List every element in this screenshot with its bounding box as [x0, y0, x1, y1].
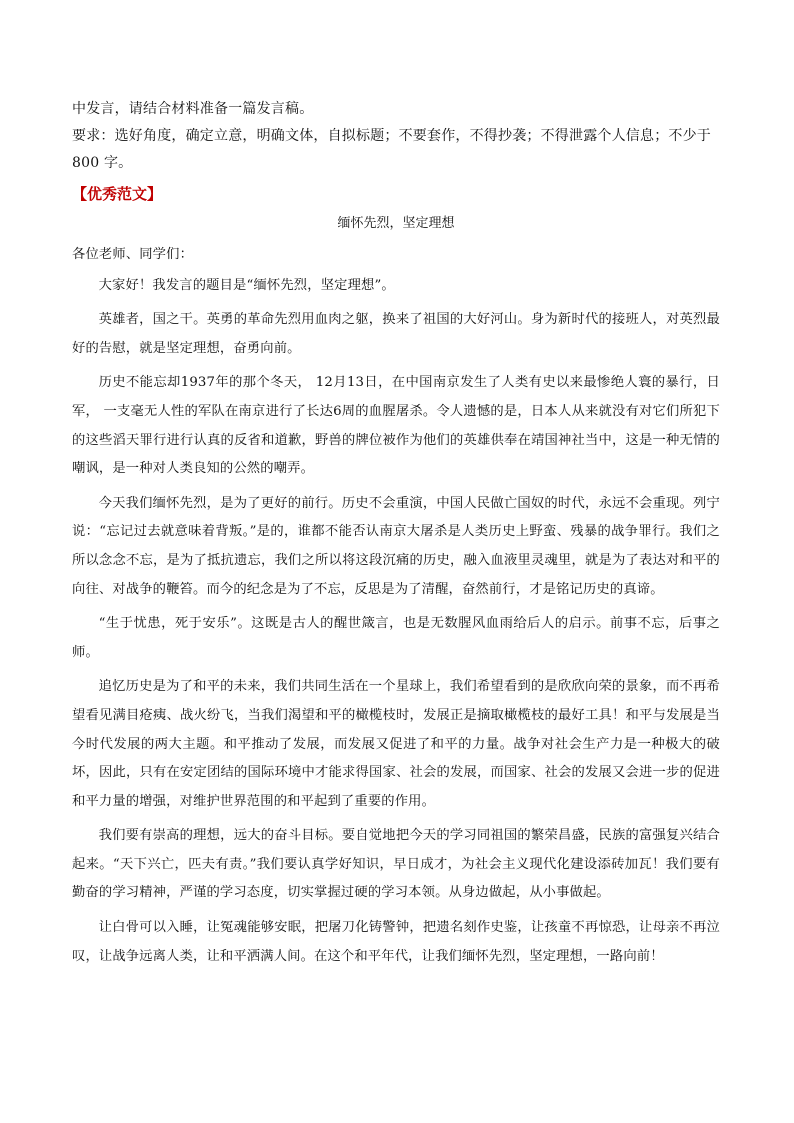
essay-paragraph: 追忆历史是为了和平的未来，我们共同生活在一个星球上，我们希望看到的是欣欣向荣的景象，而不再希望看见满目疮痍、战火纷飞，当我们渴望和平的橄榄枝时，发展正是摘取橄榄枝的最好工具！和平与发展是当今时代发展的两大主题。和平推动了发展，而发展又促进了和平的力量。战争对社会生产力是一种极大的破坏，因此，只有在安定团结的国际环境中才能求得国家、社会的发展，而国家、社会的发展又会进一步的促进和平力量的增强，对维护世界范围的和平起到了重要的作用。: [72, 679, 720, 809]
essay-paragraph: 今天我们缅怀先烈，是为了更好的前行。历史不会重演，中国人民做亡国奴的时代，永远不会重现。列宁说：“忘记过去就意味着背叛。”是的，谁都不能否认南京大屠杀是人类历史上野蛮、残暴的战争罪行。我们之所以念念不忘，是为了抵抗遗忘，我们之所以将这段沉痛的历史，融入血液里灵魂里，就是为了表达对和平的向往、对战争的鞭笞。而今的纪念是为了不忘，反思是为了清醒，奋然前行，才是铭记历史的真谛。: [72, 495, 720, 597]
essay-paragraph: 我们要有崇高的理想，远大的奋斗目标。要自觉地把今天的学习同祖国的繁荣昌盛，民族的富强复兴结合起来。“天下兴亡，匹夫有责。”我们要认真学好知识，早日成才，为社会主义现代化建设添砖加瓦！我们要有勤奋的学习精神，严谨的学习态度，切实掌握过硬的学习本领。从身边做起，从小事做起。: [72, 828, 720, 901]
essay-paragraph: 大家好！我发言的题目是“缅怀先烈，坚定理想”。: [98, 277, 395, 293]
requirements-line: 要求：选好角度，确定立意，明确文体，自拟标题；不要套作，不得抄袭；不得泄露个人信息；不少于 800 字。: [72, 128, 711, 171]
essay-paragraph: 历史不能忘却1937年的那个冬天， 12月13日，在中国南京发生了人类有史以来最惨绝人寰的暴行，日军， 一支毫无人性的军队在南京进行了长达6周的血腥屠杀。令人遗憾的是，日本人从来就没有对它们所犯下的这些滔天罪行进行认真的反省和道歉，野兽的牌位被作为他们的英雄供奉在靖国神社当中，这是一种无情的嘲讽，是一种对人类良知的公然的嘲弄。: [72, 375, 720, 477]
section-tag: 【优秀范文】: [72, 185, 163, 203]
essay-greeting: 各位老师、同学们：: [72, 247, 194, 262]
essay-paragraph: “生于忧患，死于安乐”。这既是古人的醒世箴言，也是无数腥风血雨给后人的启示。前事不忘，后事之师。: [72, 616, 720, 660]
essay-body: [72, 241, 720, 971]
essay-paragraph: 让白骨可以入睡，让冤魂能够安眠，把屠刀化铸警钟，把遗名刻作史鉴，让孩童不再惊恐，让母亲不再泣叹，让战争远离人类，让和平洒满人间。在这个和平年代，让我们缅怀先烈，坚定理想，一路向前！: [72, 920, 720, 964]
essay-title: 缅怀先烈，坚定理想: [337, 216, 455, 231]
essay-paragraph: 英雄者，国之干。英勇的革命先烈用血肉之躯，换来了祖国的大好河山。身为新时代的接班人，对英烈最好的告慰，就是坚定理想，奋勇向前。: [72, 312, 720, 356]
prompt-line: 中发言，请结合材料准备一篇发言稿。: [72, 101, 314, 117]
prompt-requirements: [72, 96, 720, 177]
